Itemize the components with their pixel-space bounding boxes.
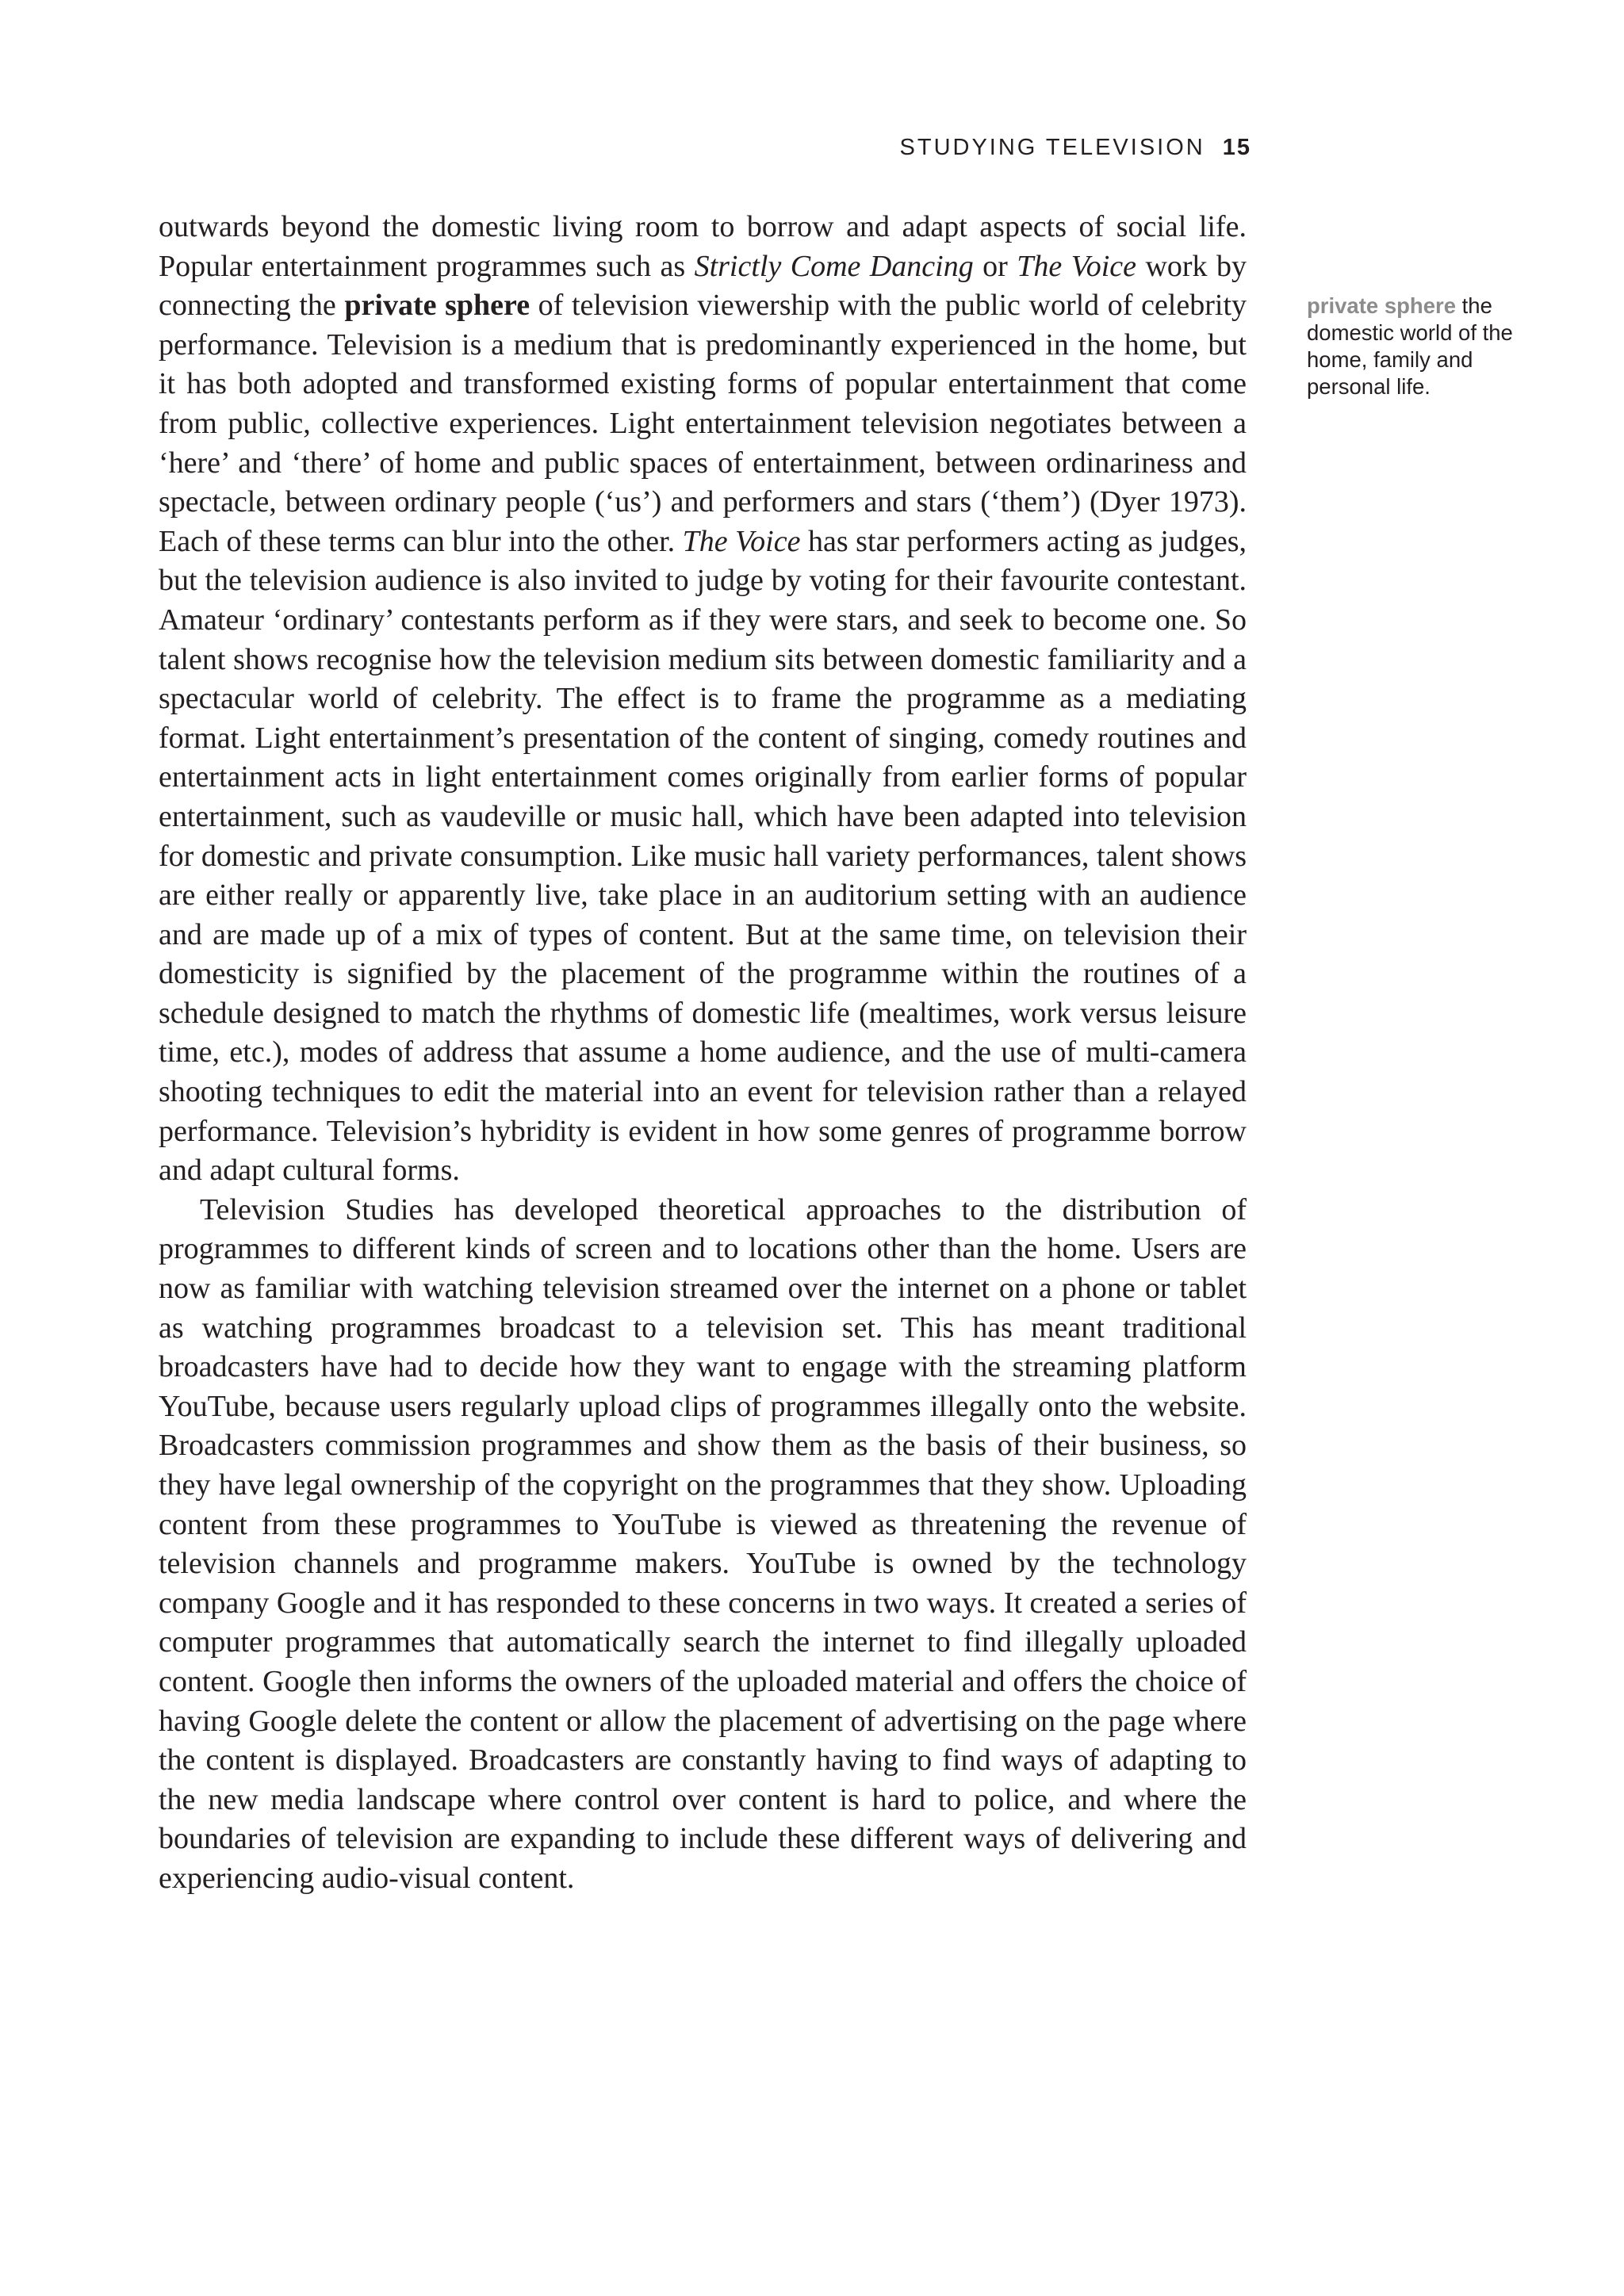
glossary-term: private sphere [1307, 293, 1457, 318]
paragraph-1 [159, 208, 1247, 1191]
text-run: Television Studies has developed theoretical approaches to the distribution of programmes to different kinds of screen and to locations other than the home. Users are now as familiar with watching television streamed over the internet on a phone or tablet as watching programmes broadcast to a television set. This has meant traditional broadcasters have had to decide how they want to engage with the streaming platform YouTube, because users regularly upload clips of programmes illegally onto the website. Broadcasters commission programmes and show them as the basis of their business, so they have legal ownership of the copyright on the programmes that they show. Uploading content from these programmes to YouTube is viewed as threatening the revenue of television channels and programme makers. YouTube is owned by the technology company Google and it has responded to these concerns in two ways. It created a series of computer programmes that automatically search the internet to find illegally uploaded content. Google then informs the owners of the uploaded material and offers the choice of having Google delete the content or allow the placement of advertising on the page where the content is displayed. Broadcasters are constantly having to find ways of adapting to the new media landscape where control over content is hard to police, and where the boundaries of television are expanding to include these different ways of delivering and experiencing audio-visual content. [159, 1192, 1247, 1895]
key-term-private-sphere: private sphere [344, 289, 530, 323]
glossary-definition: the domestic world of the home, family and personal life. [1307, 293, 1513, 399]
show-title-the-voice: The Voice [1017, 249, 1137, 283]
text-run: has star performers acting as judges, but the television audience is also invited to judge by voting for their favourite contestant. Amateur ‘ordinary’ contestants perform as if they were stars, and seek to become one. So talent shows recognise how the television medium sits between domestic familiarity and a spectacular world of celebrity. The effect is to frame the programme as a mediating format. Light entertainment’s presentation of the content of singing, comedy routines and entertainment acts in light entertainment comes originally from earlier forms of popular entertainment, such as vaudeville or music hall, which have been adapted into television for domestic and private consumption. Like music hall variety performances, talent shows are either really or apparently live, take place in an auditorium setting with an audience and are made up of a mix of types of content. But at the same time, on television their domesticity is signified by the placement of the programme within the routines of a schedule designed to match the rhythms of domestic life (mealtimes, work versus leisure time, etc.), modes of address that assume a home audience, and the use of multi-camera shooting techniques to edit the material into an event for television rather than a relayed performance. Television’s hybridity is evident in how some genres of programme borrow and adapt cultural forms. [159, 524, 1247, 1188]
text-run: outwards beyond the domestic living room to borrow and adapt aspects of social life. Popular entertainment programmes such as [159, 210, 1247, 283]
body-text [159, 208, 1247, 1899]
page-number: 15 [1222, 135, 1251, 160]
paragraph-2 [159, 1191, 1247, 1899]
running-head [900, 135, 1251, 161]
text-run: of television viewership with the public world of celebrity performance. Television is a medium that is predominantly experienced in the home, but it has both adopted and transformed existing forms of popular entertainment that come from public, collective experiences. Light entertainment television negotiates between a ‘here’ and ‘there’ of home and public spaces of entertainment, between ordinariness and spectacle, between ordinary people (‘us’) and performers and stars (‘them’) (Dyer 1973). Each of these terms can blur into the other. [159, 289, 1247, 558]
text-run: work by connecting the [159, 249, 1247, 323]
show-title-strictly-come-dancing: Strictly Come Dancing [694, 249, 974, 283]
show-title-the-voice: The Voice [682, 524, 801, 558]
margin-glossary-note [1307, 293, 1545, 400]
running-head-title: STUDYING TELEVISION [899, 135, 1205, 160]
text-run: or [973, 249, 1017, 283]
